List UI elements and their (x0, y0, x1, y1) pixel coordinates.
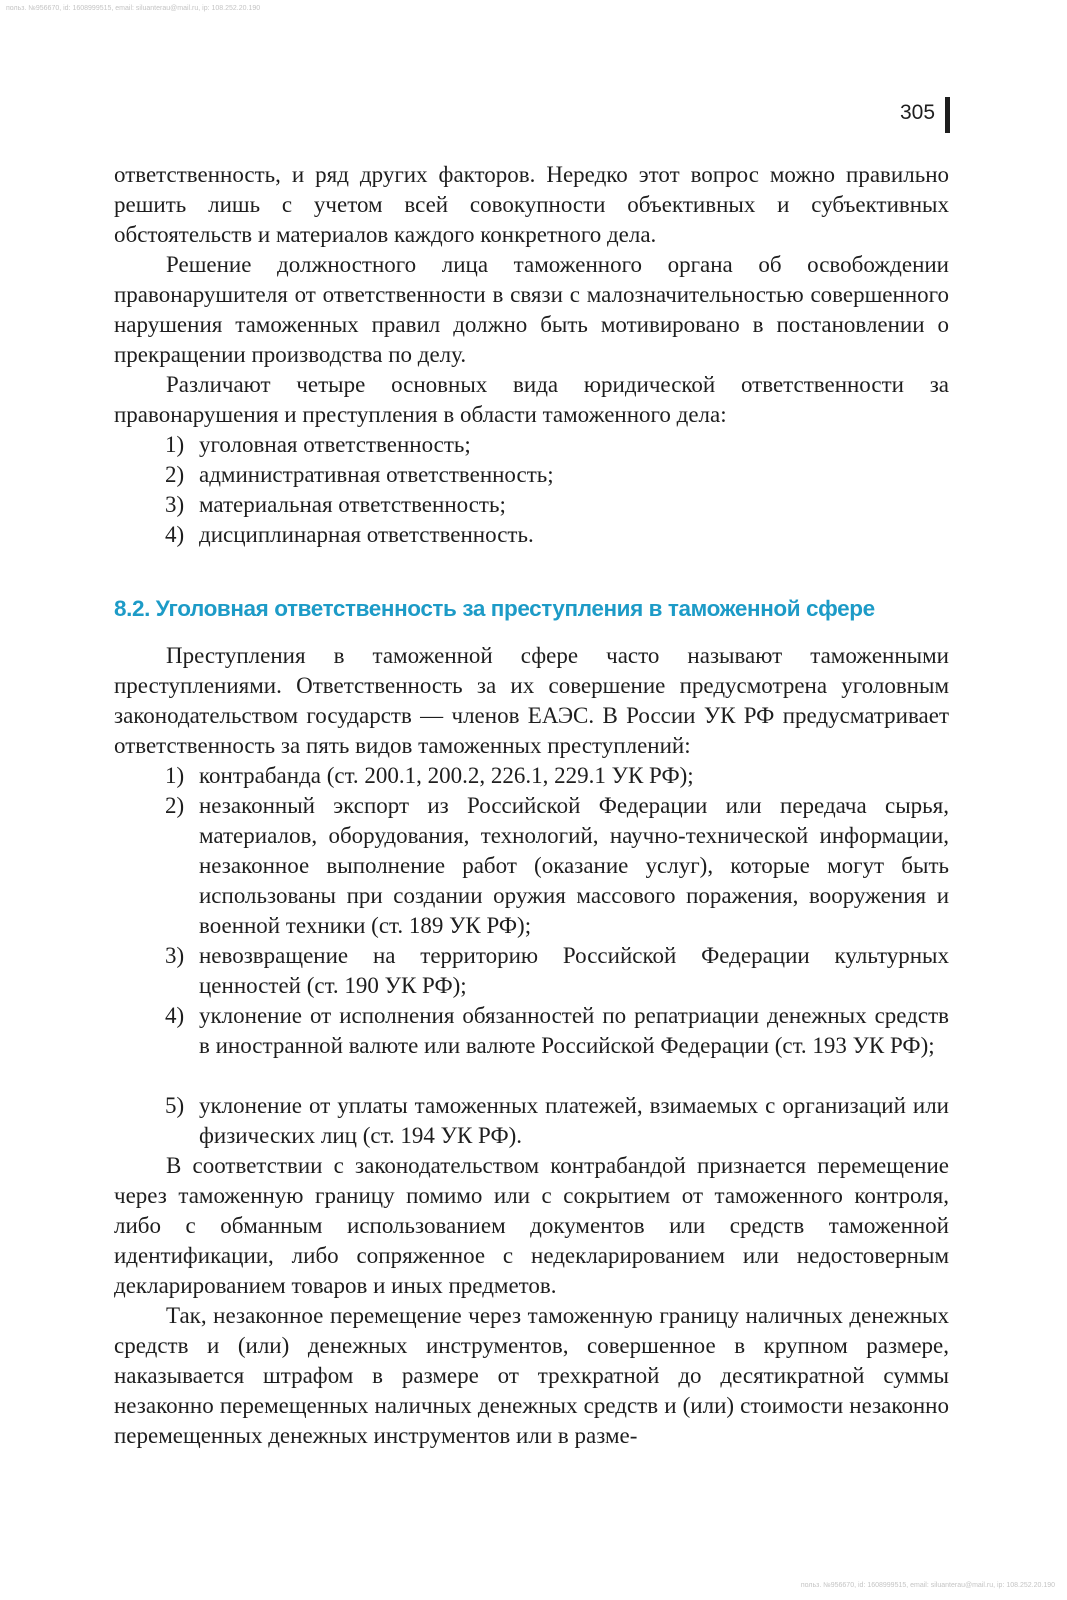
list-item-text: дисциплинарная ответственность. (199, 522, 534, 547)
paragraph-exemption: Решение должностного лица таможенного органа об освобождении правонарушителя от ответственности в связи с малозначительностью совершенного нарушения таможенных правил должно быть мотивировано в постановлении о прекращении производства по делу. (114, 252, 949, 367)
list-item-text: незаконный экспорт из Российской Федерации или передача сырья, материалов, оборудования, технологий, научно-технической информации, незаконное выполнение работ (оказание услуг), которые могут быть использованы при создании оружия массового поражения, вооружения и военной техники (ст. 189 УК РФ); (199, 793, 949, 938)
list-item (165, 1091, 949, 1151)
list-item-number: 4) (165, 522, 185, 547)
list-item (165, 460, 949, 490)
list-item (165, 791, 949, 941)
paragraph-types-intro: Различают четыре основных вида юридической ответственности за правонарушения и преступления в области таможенного дела: (114, 372, 949, 427)
list-item-number: 2) (165, 462, 185, 487)
list-item (165, 520, 949, 550)
list-item-number: 2) (165, 793, 185, 818)
list-item-number: 5) (165, 1093, 185, 1118)
list-item (165, 430, 949, 460)
page-number-bar (945, 97, 950, 133)
page-number: 305 (900, 101, 936, 124)
list-item-text: уклонение от уплаты таможенных платежей, взимаемых с организаций или физических лиц (ст. 194 УК РФ). (199, 1093, 949, 1148)
section-heading: 8.2. Уголовная ответственность за преступления в таможенной сфере (114, 596, 875, 621)
list-item-number: 3) (165, 943, 185, 968)
paragraph-cash-penalty: Так, незаконное перемещение через таможенную границу наличных денежных средств и (или) денежных инструментов, совершенное в крупном размере, наказывается штрафом в размере от трехкратной до десятикратной суммы незаконно перемещенных наличных денежных средств и (или) стоимости незаконно перемещенных денежных инструментов или в разме- (114, 1303, 949, 1448)
list-item-text: административная ответственность; (199, 462, 554, 487)
list-item-text: невозвращение на территорию Российской Федерации культурных ценностей (ст. 190 УК РФ); (199, 943, 949, 998)
watermark-bottom: польз. №956670, id: 1608999515, email: siluanterau@mail.ru, ip: 108.252.20.190 (800, 1582, 1055, 1589)
list-item-number: 3) (165, 492, 185, 517)
list-item-number: 1) (165, 432, 185, 457)
list-item-text: уголовная ответственность; (199, 432, 471, 457)
paragraph-continuation: ответственность, и ряд других факторов. Нередко этот вопрос можно правильно решить лишь с учетом всей совокупности объективных и субъективных обстоятельств и материалов каждого конкретного дела. (114, 162, 949, 247)
list-item (165, 761, 949, 791)
paragraph-crimes-intro: Преступления в таможенной сфере часто называют таможенными преступлениями. Ответственность за их совершение предусмотрена уголовным законодательством государств — членов ЕАЭС. В России УК РФ предусматривает ответственность за пять видов таможенных преступлений: (114, 643, 949, 758)
list-item-number: 1) (165, 763, 185, 788)
list-item (165, 941, 949, 1001)
paragraph-contraband-definition: В соответствии с законодательством контрабандой признается перемещение через таможенную границу помимо или с сокрытием от таможенного контроля, либо с обманным использованием документов или средств таможенной идентификации, либо сопряженное с недекларированием или недостоверным декларированием товаров и иных предметов. (114, 1153, 949, 1298)
list-item (165, 1001, 949, 1061)
list-item-text: уклонение от исполнения обязанностей по репатриации денежных средств в иностранной валюте или валюте Российской Федерации (ст. 193 УК РФ); (199, 1003, 949, 1058)
list-item-text: контрабанда (ст. 200.1, 200.2, 226.1, 229.1 УК РФ); (199, 763, 694, 788)
watermark-top: польз. №956670, id: 1608999515, email: siluanterau@mail.ru, ip: 108.252.20.190 (6, 5, 261, 12)
list-item-number: 4) (165, 1003, 185, 1028)
list-item (165, 490, 949, 520)
list-item-text: материальная ответственность; (199, 492, 506, 517)
